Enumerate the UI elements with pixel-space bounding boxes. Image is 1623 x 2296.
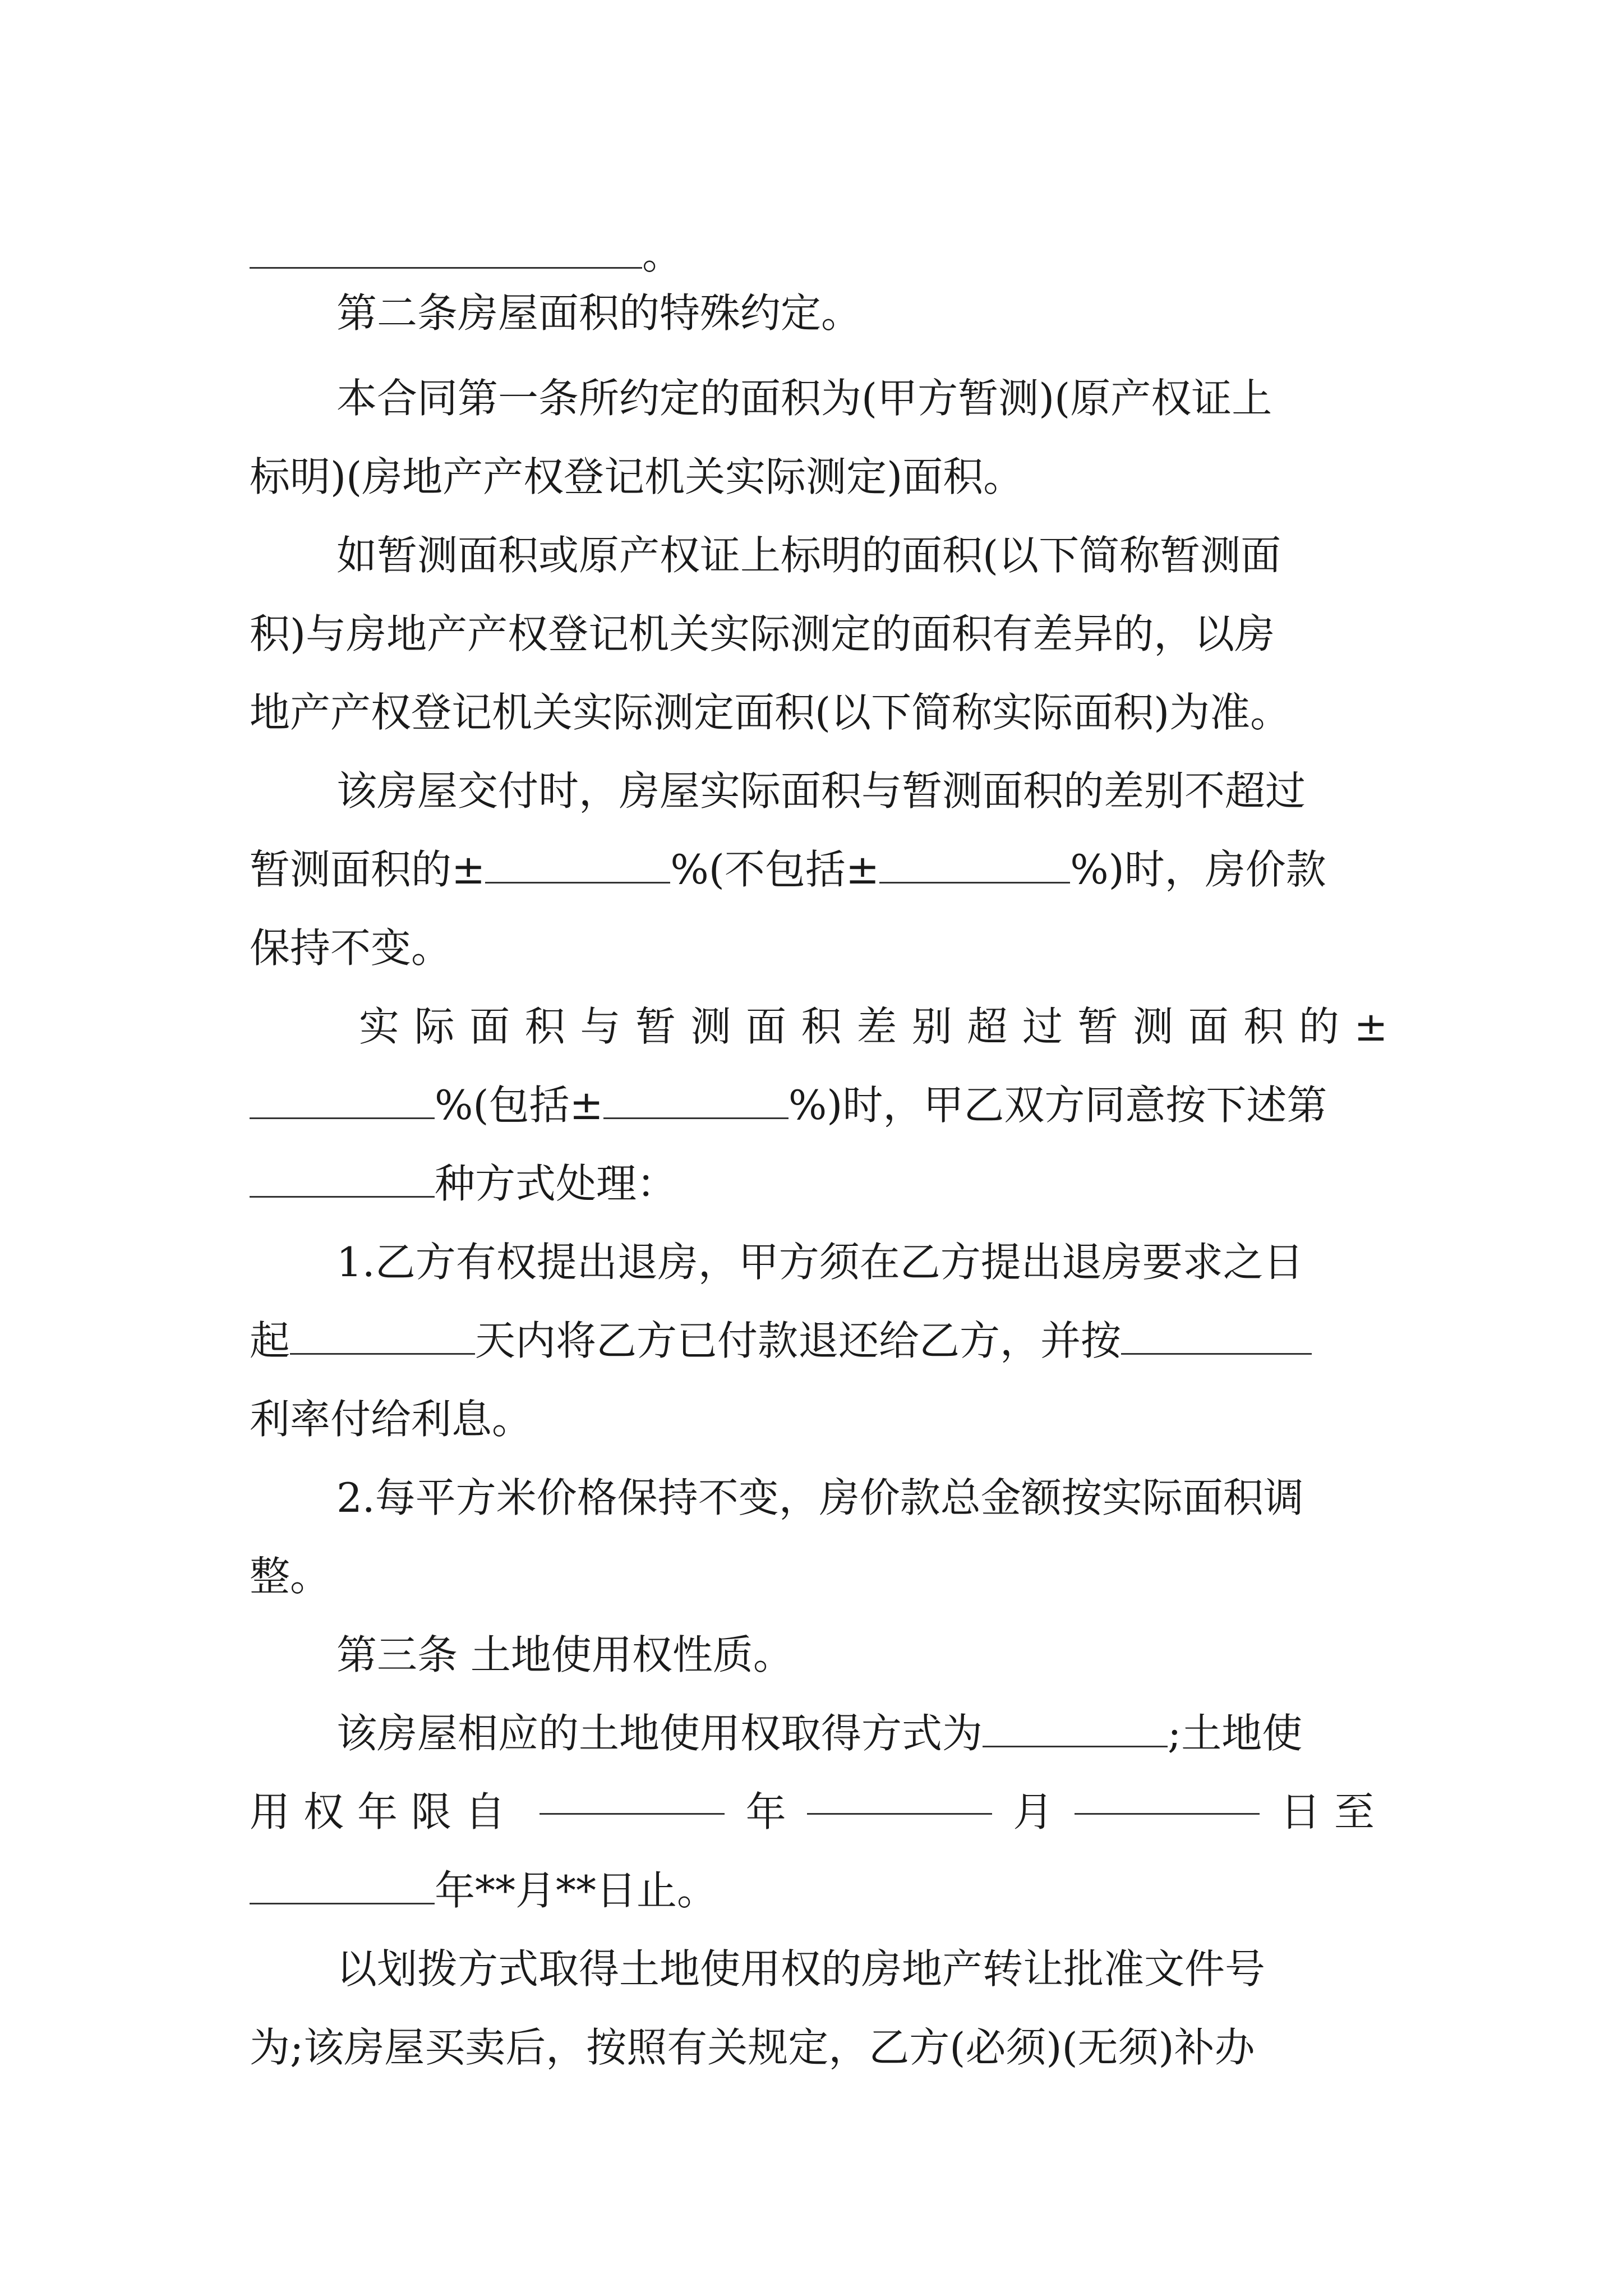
char: 面	[1188, 1003, 1229, 1050]
char: 超	[967, 1003, 1008, 1050]
char: 与	[580, 1003, 621, 1050]
fill-in-blank	[290, 1313, 475, 1355]
char: 面	[746, 1003, 787, 1050]
paragraph-line: 。	[250, 215, 1388, 294]
paragraph-line: 起 天内将乙方已付款退还给乙方，并按	[250, 1301, 1388, 1380]
paragraph-line: 为;该房屋买卖后，按照有关规定，乙方(必须)(无须)补办	[250, 2024, 1255, 2071]
char: 积	[801, 1003, 842, 1050]
fill-in-blank	[983, 1705, 1168, 1747]
char: 暂	[635, 1003, 676, 1050]
paragraph-line: %(包括± %)时，甲乙双方同意按下述第	[250, 1066, 1388, 1144]
char: 别	[911, 1003, 952, 1050]
fill-in-blank	[540, 1773, 725, 1815]
fill-in-blank	[807, 1773, 992, 1815]
char: 过	[1022, 1003, 1063, 1050]
paragraph-line	[359, 987, 1388, 1066]
paragraph-line: 年**月**日止。	[250, 1851, 1388, 1930]
paragraph-line: 暂测面积的± %(不包括± %)时，房价款	[250, 830, 1388, 909]
char: 面	[469, 1003, 510, 1050]
char: 积	[1243, 1003, 1284, 1050]
paragraph-line: 2.每平方米价格保持不变，房价款总金额按实际面积调	[336, 1474, 1304, 1521]
paragraph-line: 用权年限自 年 月 日至	[250, 1773, 1388, 1851]
char: ±	[1354, 1003, 1388, 1050]
char: 积	[524, 1003, 565, 1050]
paragraph-line: 该房屋交付时，房屋实际面积与暂测面积的差别不超过	[336, 767, 1306, 815]
fill-in-blank	[250, 1077, 435, 1119]
paragraph-line: 1.乙方有权提出退房，甲方须在乙方提出退房要求之日	[336, 1239, 1304, 1286]
fill-in-blank	[250, 1862, 435, 1904]
paragraph-line: 如暂测面积或原产权证上标明的面积(以下简称暂测面	[336, 532, 1281, 579]
fill-in-blank	[1121, 1313, 1312, 1355]
paragraph-line: 地产产权登记机关实际测定面积(以下简称实际面积)为准。	[250, 689, 1291, 736]
paragraph-line: 积)与房地产产权登记机关实际测定的面积有差异的，以房	[250, 610, 1275, 657]
char: 差	[856, 1003, 897, 1050]
char: 测	[1133, 1003, 1174, 1050]
paragraph-line: 利率付给利息。	[250, 1396, 533, 1443]
char: 暂	[1077, 1003, 1118, 1050]
paragraph-line: 标明)(房地产产权登记机关实际测定)面积。	[250, 453, 1024, 500]
fill-in-blank	[1075, 1773, 1260, 1815]
paragraph-line: 以划拨方式取得土地使用权的房地产转让批准文件号	[336, 1945, 1266, 1993]
paragraph-line: 保持不变。	[250, 924, 452, 972]
char: 际	[414, 1003, 455, 1050]
article-3-heading: 第三条 土地使用权性质。	[336, 1631, 794, 1678]
char: 测	[690, 1003, 731, 1050]
fill-in-blank	[879, 841, 1070, 884]
fill-in-blank	[250, 1156, 435, 1198]
paragraph-line: 种方式处理：	[250, 1144, 1388, 1223]
paragraph-line: 该房屋相应的土地使用权取得方式为 ;土地使	[336, 1694, 1388, 1773]
char: 的	[1298, 1003, 1339, 1050]
fill-in-blank	[485, 841, 670, 884]
article-2-heading: 第二条房屋面积的特殊约定。	[336, 289, 862, 337]
paragraph-line: 整。	[250, 1553, 331, 1600]
char: 实	[359, 1003, 400, 1050]
paragraph-line: 本合同第一条所约定的面积为(甲方暂测)(原产权证上	[336, 375, 1272, 422]
fill-in-blank	[603, 1077, 789, 1119]
fill-in-blank	[250, 227, 642, 269]
